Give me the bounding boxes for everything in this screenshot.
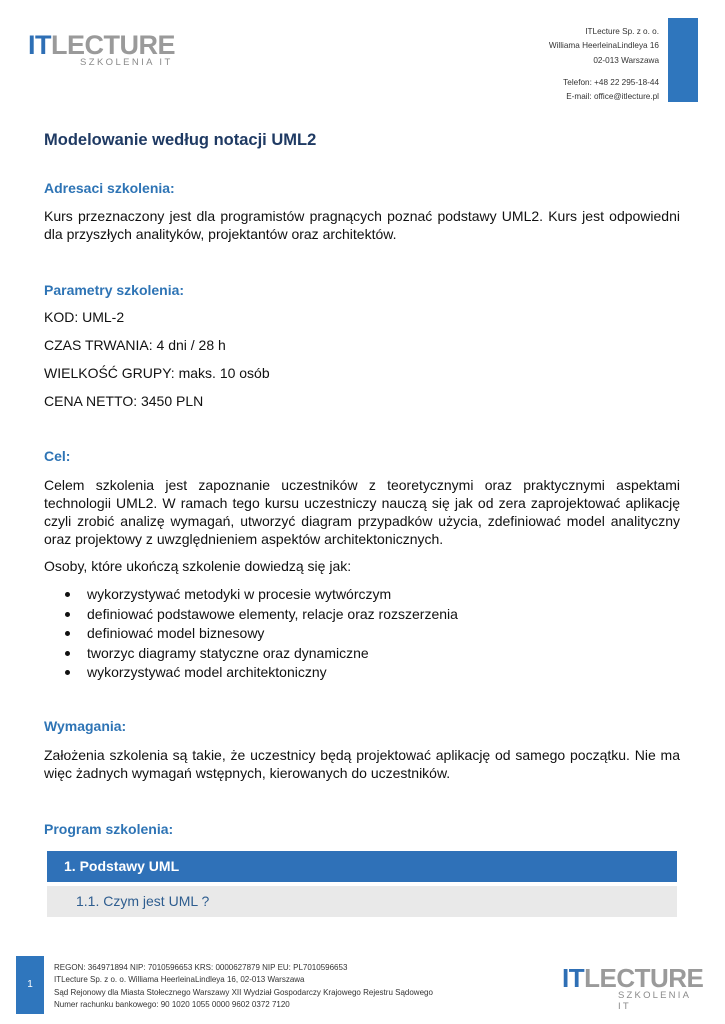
learn-intro: Osoby, które ukończą szkolenie dowiedzą się jak: <box>44 558 352 574</box>
footer-line1: REGON: 364971894 NIP: 7010596653 KRS: 0000627879 NIP EU: PL7010596653 <box>54 963 348 972</box>
footer-line3: Sąd Rejonowy dla Miasta Stołecznego Warszawy XII Wydział Gospodarczy Krajowego Rejestru Sądowego <box>54 987 433 997</box>
bullet-icon <box>65 631 70 636</box>
requirements-text: Założenia szkolenia są takie, że uczestnicy będą projektować aplikację od samego początku. Nie ma więc żadnych wymagań wstępnych, kierowanych do uczestników. <box>44 747 680 781</box>
document-title: Modelowanie według notacji UML2 <box>44 131 317 149</box>
bullet-icon <box>65 651 70 656</box>
list-item: definiować podstawowe elementy, relacje oraz rozszerzenia <box>44 605 458 625</box>
company-info <box>399 25 659 104</box>
page-number: 1 <box>16 956 44 1014</box>
footer-info <box>54 962 433 1011</box>
list-item: wykorzystywać metodyki w procesie wytwórczym <box>44 585 458 605</box>
program-heading: Program szkolenia: <box>44 821 174 837</box>
footer-logo-it: IT <box>562 963 585 993</box>
company-name: ITLecture Sp. z o. o. <box>585 27 659 36</box>
learn-list <box>44 585 458 683</box>
bullet-icon <box>65 612 70 617</box>
params-heading: Parametry szkolenia: <box>44 282 185 298</box>
submodule-title: 1.1. Czym jest UML ? <box>76 893 210 909</box>
company-address-line2: 02-013 Warszawa <box>593 55 659 65</box>
param-grupa: WIELKOŚĆ GRUPY: maks. 10 osób <box>44 365 270 381</box>
company-address-line1: Williama HeerleinaLindleya 16 <box>548 41 659 51</box>
param-cena: CENA NETTO: 3450 PLN <box>44 393 204 409</box>
submodule-row <box>47 886 677 917</box>
list-item: wykorzystywać model architektoniczny <box>44 663 458 683</box>
param-czas: CZAS TRWANIA: 4 dni / 28 h <box>44 337 226 353</box>
goal-heading: Cel: <box>44 448 71 464</box>
list-item: definiować model biznesowy <box>44 624 458 644</box>
bullet-icon <box>65 592 70 597</box>
logo-it: IT <box>28 30 51 60</box>
company-logo <box>28 30 178 74</box>
footer-logo-subtitle: SZKOLENIA IT <box>618 990 691 1012</box>
module-title: 1. Podstawy UML <box>64 858 180 874</box>
company-email[interactable]: E-mail: office@itlecture.pl <box>566 92 659 102</box>
requirements-heading: Wymagania: <box>44 718 127 734</box>
logo-subtitle: SZKOLENIA IT <box>80 57 173 68</box>
logo-lecture: LECTURE <box>51 30 175 60</box>
company-phone: Telefon: +48 22 295-18-44 <box>563 77 659 87</box>
header-accent-bar <box>668 18 698 102</box>
footer-line4: Numer rachunku bankowego: 90 1020 1055 0000 9602 0372 7120 <box>54 999 290 1009</box>
list-item: tworzyc diagramy statyczne oraz dynamiczne <box>44 644 458 664</box>
bullet-icon <box>65 670 70 675</box>
audience-text: Kurs przeznaczony jest dla programistów pragnących poznać podstawy UML2. Kurs jest odpowiedni dla przyszłych analityków, projektantów oraz architektów. <box>44 208 680 242</box>
footer-logo <box>562 963 704 1012</box>
footer-line2: ITLecture Sp. z o. o. Williama HeerleinaLindleya 16, 02-013 Warszawa <box>54 975 305 985</box>
goal-text: Celem szkolenia jest zapoznanie uczestników z teoretycznymi oraz praktycznymi aspektami technologii UML2. W ramach tego kursu uczestniczy nauczą się jak od zera zaprojektować aplikację czyli zrobić analizę wymagań, utworzyć diagram przypadków użycia, zdefiniować model analityczny oraz projektowy z uwzględnieniem aspektów architektonicznych. <box>44 477 680 547</box>
module-header <box>47 851 677 882</box>
footer-logo-lecture: LECTURE <box>584 963 704 993</box>
audience-heading: Adresaci szkolenia: <box>44 180 175 196</box>
param-kod: KOD: UML-2 <box>44 309 125 325</box>
